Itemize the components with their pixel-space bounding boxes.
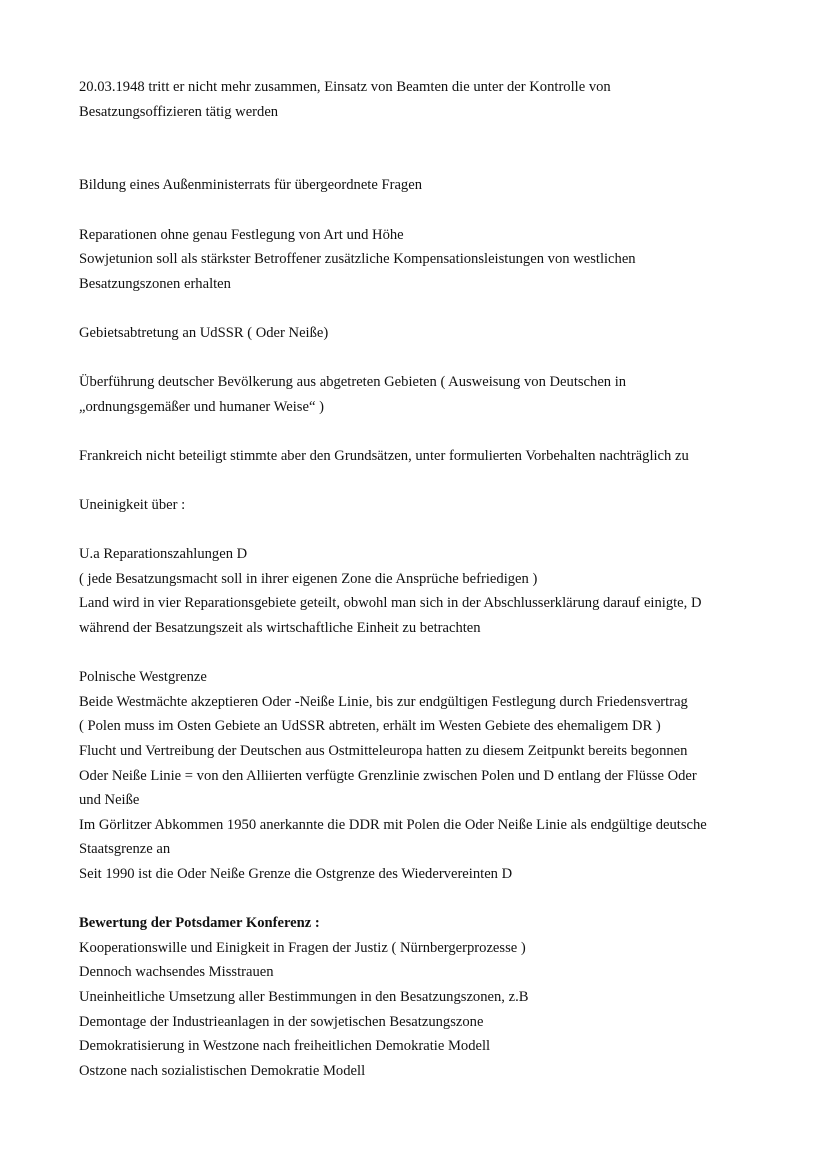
text-line: Uneinheitliche Umsetzung aller Bestimmungen in den Besatzungszonen, z.B — [79, 988, 529, 1005]
text-line: Bildung eines Außenministerrats für übergeordnete Fragen — [79, 177, 423, 194]
text-line: ( Polen muss im Osten Gebiete an UdSSR abtreten, erhält im Westen Gebiete des ehemaligem DR ) — [79, 718, 661, 735]
blank-line — [79, 198, 769, 223]
text-line: Sowjetunion soll als stärkster Betroffener zusätzliche Kompensationsleistungen von westlichen — [79, 251, 636, 268]
text-line: Ostzone nach sozialistischen Demokratie Modell — [79, 1062, 366, 1079]
text-line: und Neiße — [79, 792, 140, 809]
text-line: Polnische Westgrenze — [79, 669, 207, 686]
text-line: Reparationen ohne genau Festlegung von Art und Höhe — [79, 226, 404, 243]
blank-line — [79, 124, 769, 149]
text-line: Beide Westmächte akzeptieren Oder -Neiße Linie, bis zur endgültigen Festlegung durch Friedensvertrag — [79, 693, 688, 710]
blank-line — [79, 641, 769, 666]
text-line: Uneinigkeit über : — [79, 497, 186, 514]
text-line: Staatsgrenze an — [79, 841, 171, 858]
blank-line — [79, 346, 769, 371]
blank-line — [79, 296, 769, 321]
text-line: Besatzungszonen erhalten — [79, 275, 231, 292]
text-line: Kooperationswille und Einigkeit in Fragen der Justiz ( Nürnbergerprozesse ) — [79, 939, 526, 956]
text-line: U.a Reparationszahlungen D — [79, 546, 248, 563]
text-line: Besatzungsoffizieren tätig werden — [79, 103, 279, 120]
text-line: Frankreich nicht beteiligt stimmte aber den Grundsätzen, unter formulierten Vorbehalten nachträglich zu — [79, 447, 689, 464]
section-heading: Bewertung der Potsdamer Konferenz : — [79, 915, 320, 932]
text-line: ( jede Besatzungsmacht soll in ihrer eigenen Zone die Ansprüche befriedigen ) — [79, 570, 538, 587]
text-line: Flucht und Vertreibung der Deutschen aus Ostmitteleuropa hatten zu diesem Zeitpunkt bereits begonnen — [79, 743, 688, 760]
text-line: Seit 1990 ist die Oder Neiße Grenze die Ostgrenze des Wiedervereinten D — [79, 866, 513, 882]
text-line: Dennoch wachsendes Misstrauen — [79, 964, 274, 981]
blank-line — [79, 149, 769, 174]
text-line: während der Besatzungszeit als wirtschaftliche Einheit zu betrachten — [79, 620, 481, 637]
text-line: 20.03.1948 tritt er nicht mehr zusammen, Einsatz von Beamten die unter der Kontrolle von — [79, 79, 611, 95]
text-line: Im Görlitzer Abkommen 1950 anerkannte die DDR mit Polen die Oder Neiße Linie als endgültige deutsche — [79, 816, 707, 833]
text-line: Demontage der Industrieanlagen in der sowjetischen Besatzungszone — [79, 1013, 484, 1030]
text-line: „ordnungsgemäßer und humaner Weise“ ) — [79, 398, 324, 415]
blank-line — [79, 469, 769, 494]
text-line: Demokratisierung in Westzone nach freiheitlichen Demokratie Modell — [79, 1038, 491, 1055]
blank-line — [79, 518, 769, 543]
text-line: Gebietsabtretung an UdSSR ( Oder Neiße) — [79, 324, 329, 341]
text-line: Land wird in vier Reparationsgebiete geteilt, obwohl man sich in der Abschlusserklärung darauf einigte, D — [79, 595, 702, 612]
text-line: Überführung deutscher Bevölkerung aus abgetreten Gebieten ( Ausweisung von Deutschen in — [79, 374, 627, 391]
blank-line — [79, 887, 769, 912]
document-page — [79, 75, 769, 1083]
text-line: Oder Neiße Linie = von den Alliierten verfügte Grenzlinie zwischen Polen und D entlang der Flüsse Oder — [79, 767, 697, 784]
blank-line — [79, 419, 769, 444]
